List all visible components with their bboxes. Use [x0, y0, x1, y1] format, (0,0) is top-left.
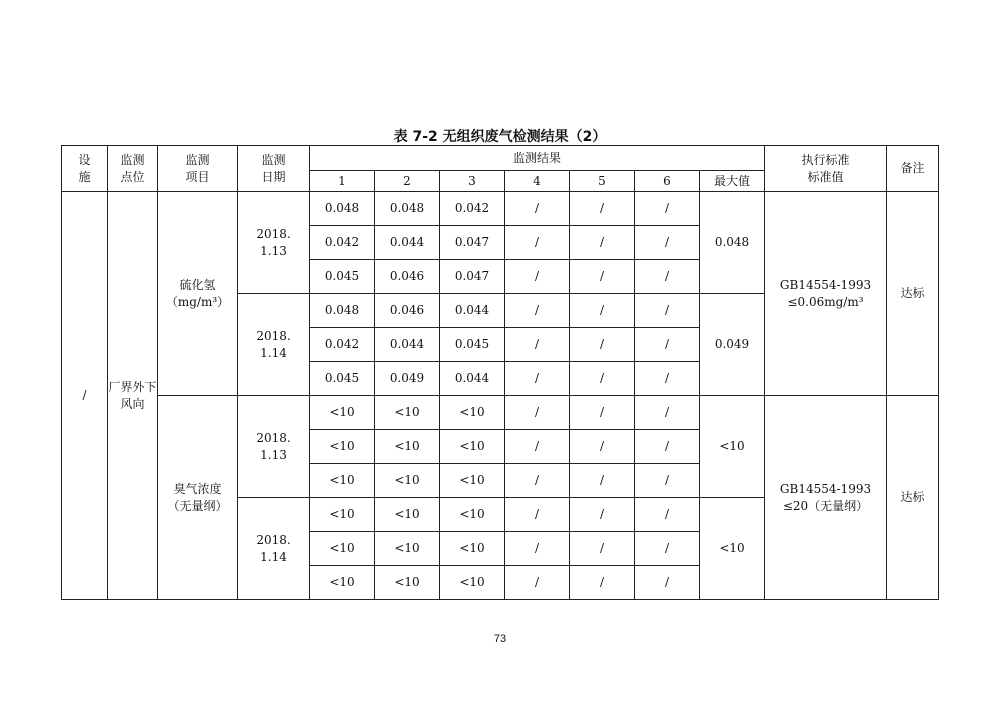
value-cell: <10	[310, 396, 375, 430]
value-cell: <10	[440, 498, 505, 532]
value-cell: /	[570, 532, 635, 566]
value-cell: /	[635, 226, 700, 260]
value-cell: 0.042	[440, 192, 505, 226]
header-col-4: 4	[505, 171, 570, 192]
max-value-cell: 0.048	[700, 192, 765, 294]
value-cell: 0.044	[375, 226, 440, 260]
value-cell: /	[505, 328, 570, 362]
value-cell: /	[505, 396, 570, 430]
table-row	[62, 192, 939, 226]
value-cell: /	[570, 260, 635, 294]
value-cell: /	[570, 226, 635, 260]
value-cell: 0.044	[440, 362, 505, 396]
value-cell: 0.048	[310, 294, 375, 328]
item-cell: 臭气浓度 （无量纲）	[158, 396, 238, 600]
value-cell: /	[505, 260, 570, 294]
header-col-1: 1	[310, 171, 375, 192]
value-cell: <10	[375, 464, 440, 498]
value-cell: <10	[440, 464, 505, 498]
value-cell: 0.042	[310, 226, 375, 260]
header-col-5: 5	[570, 171, 635, 192]
header-item: 监测 项目	[158, 146, 238, 192]
value-cell: 0.045	[310, 260, 375, 294]
value-cell: /	[505, 362, 570, 396]
value-cell: 0.049	[375, 362, 440, 396]
value-cell: /	[635, 498, 700, 532]
max-value-cell: <10	[700, 498, 765, 600]
value-cell: /	[505, 294, 570, 328]
date-cell: 2018. 1.13	[238, 396, 310, 498]
value-cell: /	[505, 566, 570, 600]
remark-cell: 达标	[887, 396, 939, 600]
value-cell: /	[570, 294, 635, 328]
value-cell: /	[635, 566, 700, 600]
value-cell: /	[635, 362, 700, 396]
item-cell: 硫化氢 （mg/m³）	[158, 192, 238, 396]
remark-cell: 达标	[887, 192, 939, 396]
value-cell: <10	[440, 430, 505, 464]
value-cell: /	[635, 328, 700, 362]
point-cell: 厂界外下 风向	[108, 192, 158, 600]
value-cell: <10	[375, 566, 440, 600]
value-cell: /	[570, 566, 635, 600]
max-value-cell: <10	[700, 396, 765, 498]
value-cell: /	[635, 396, 700, 430]
value-cell: /	[635, 192, 700, 226]
value-cell: /	[570, 192, 635, 226]
header-col-3: 3	[440, 171, 505, 192]
value-cell: 0.044	[440, 294, 505, 328]
value-cell: /	[505, 226, 570, 260]
table-caption: 表 7-2 无组织废气检测结果（2）	[393, 129, 607, 145]
table-body	[62, 146, 939, 600]
value-cell: 0.045	[440, 328, 505, 362]
value-cell: 0.048	[375, 192, 440, 226]
standard-cell: GB14554-1993 ≤0.06mg/m³	[765, 192, 887, 396]
facility-cell: /	[62, 192, 108, 600]
value-cell: <10	[310, 430, 375, 464]
value-cell: /	[635, 430, 700, 464]
value-cell: <10	[375, 532, 440, 566]
value-cell: /	[635, 260, 700, 294]
value-cell: /	[505, 430, 570, 464]
date-cell: 2018. 1.13	[238, 192, 310, 294]
value-cell: 0.044	[375, 328, 440, 362]
header-date: 监测 日期	[238, 146, 310, 192]
value-cell: /	[505, 464, 570, 498]
header-results: 监测结果	[310, 146, 765, 171]
value-cell: /	[570, 328, 635, 362]
value-cell: /	[570, 396, 635, 430]
value-cell: /	[505, 532, 570, 566]
results-table	[61, 145, 939, 600]
value-cell: <10	[440, 396, 505, 430]
date-cell: 2018. 1.14	[238, 294, 310, 396]
max-value-cell: 0.049	[700, 294, 765, 396]
value-cell: <10	[310, 566, 375, 600]
value-cell: 0.045	[310, 362, 375, 396]
value-cell: 0.042	[310, 328, 375, 362]
standard-cell: GB14554-1993 ≤20（无量纲）	[765, 396, 887, 600]
value-cell: 0.048	[310, 192, 375, 226]
value-cell: <10	[440, 532, 505, 566]
value-cell: /	[635, 464, 700, 498]
header-point: 监测 点位	[108, 146, 158, 192]
value-cell: 0.047	[440, 226, 505, 260]
table-row	[62, 396, 939, 430]
value-cell: <10	[310, 532, 375, 566]
value-cell: 0.046	[375, 294, 440, 328]
value-cell: /	[635, 294, 700, 328]
value-cell: <10	[440, 566, 505, 600]
header-row	[62, 146, 939, 171]
header-col-max: 最大值	[700, 171, 765, 192]
value-cell: 0.046	[375, 260, 440, 294]
date-cell: 2018. 1.14	[238, 498, 310, 600]
value-cell: /	[570, 498, 635, 532]
value-cell: /	[505, 498, 570, 532]
header-standard: 执行标准 标准值	[765, 146, 887, 192]
value-cell: /	[635, 532, 700, 566]
page-number: 73	[493, 633, 507, 645]
value-cell: 0.047	[440, 260, 505, 294]
value-cell: <10	[310, 498, 375, 532]
value-cell: /	[570, 362, 635, 396]
header-col-6: 6	[635, 171, 700, 192]
header-col-2: 2	[375, 171, 440, 192]
value-cell: /	[570, 464, 635, 498]
value-cell: <10	[375, 396, 440, 430]
value-cell: <10	[310, 464, 375, 498]
value-cell: /	[505, 192, 570, 226]
value-cell: /	[570, 430, 635, 464]
value-cell: <10	[375, 430, 440, 464]
header-remark: 备注	[887, 146, 939, 192]
value-cell: <10	[375, 498, 440, 532]
header-facility: 设 施	[62, 146, 108, 192]
